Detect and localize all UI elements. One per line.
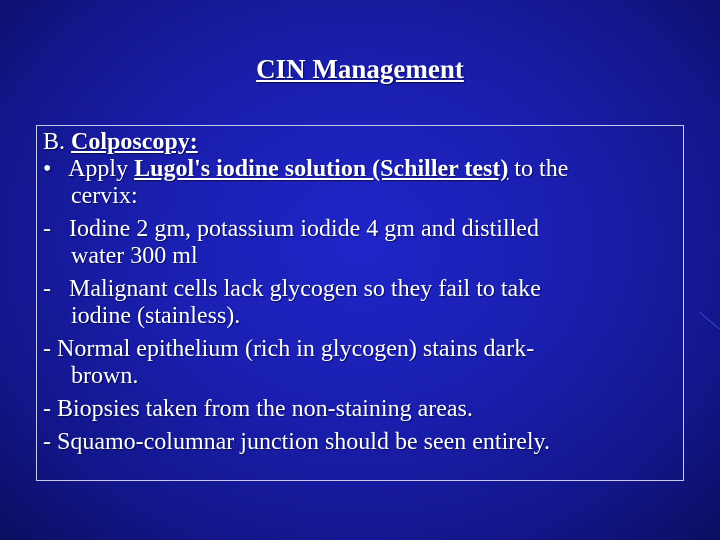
content-box: [36, 125, 684, 481]
bullet-5: - Biopsies taken from the non-staining areas.: [43, 396, 473, 422]
heading-colposcopy: Colposcopy:: [71, 129, 198, 155]
slide-title: CIN Management: [256, 54, 464, 84]
bullet-1: [43, 156, 677, 183]
bullet-4: - Normal epithelium (rich in glycogen) stains dark-: [43, 336, 535, 362]
dash-marker: -: [43, 216, 51, 242]
heading-line: [43, 129, 677, 156]
decorative-line: [699, 312, 720, 329]
bullet-1-continuation: cervix:: [71, 183, 138, 209]
bullet-1-text-after: to the: [508, 156, 569, 182]
bullet-6: - Squamo-columnar junction should be seen entirely.: [43, 429, 550, 455]
heading-prefix: B.: [43, 129, 72, 155]
bullet-2-continuation: water 300 ml: [71, 243, 198, 269]
bullet-2-text: Iodine 2 gm, potassium iodide 4 gm and distilled: [69, 216, 539, 242]
bullet-1-emphasis: Lugol's iodine solution (Schiller test): [134, 156, 509, 182]
bullet-3-text: Malignant cells lack glycogen so they fail to take: [69, 276, 541, 302]
bullet-3: [43, 276, 677, 303]
bullet-4-continuation: brown.: [71, 363, 139, 389]
dash-marker: -: [43, 276, 51, 302]
bullet-1-text-before: Apply: [68, 156, 135, 182]
bullet-2: [43, 216, 677, 243]
bullet-3-continuation: iodine (stainless).: [71, 303, 241, 329]
bullet-marker: •: [43, 156, 52, 182]
